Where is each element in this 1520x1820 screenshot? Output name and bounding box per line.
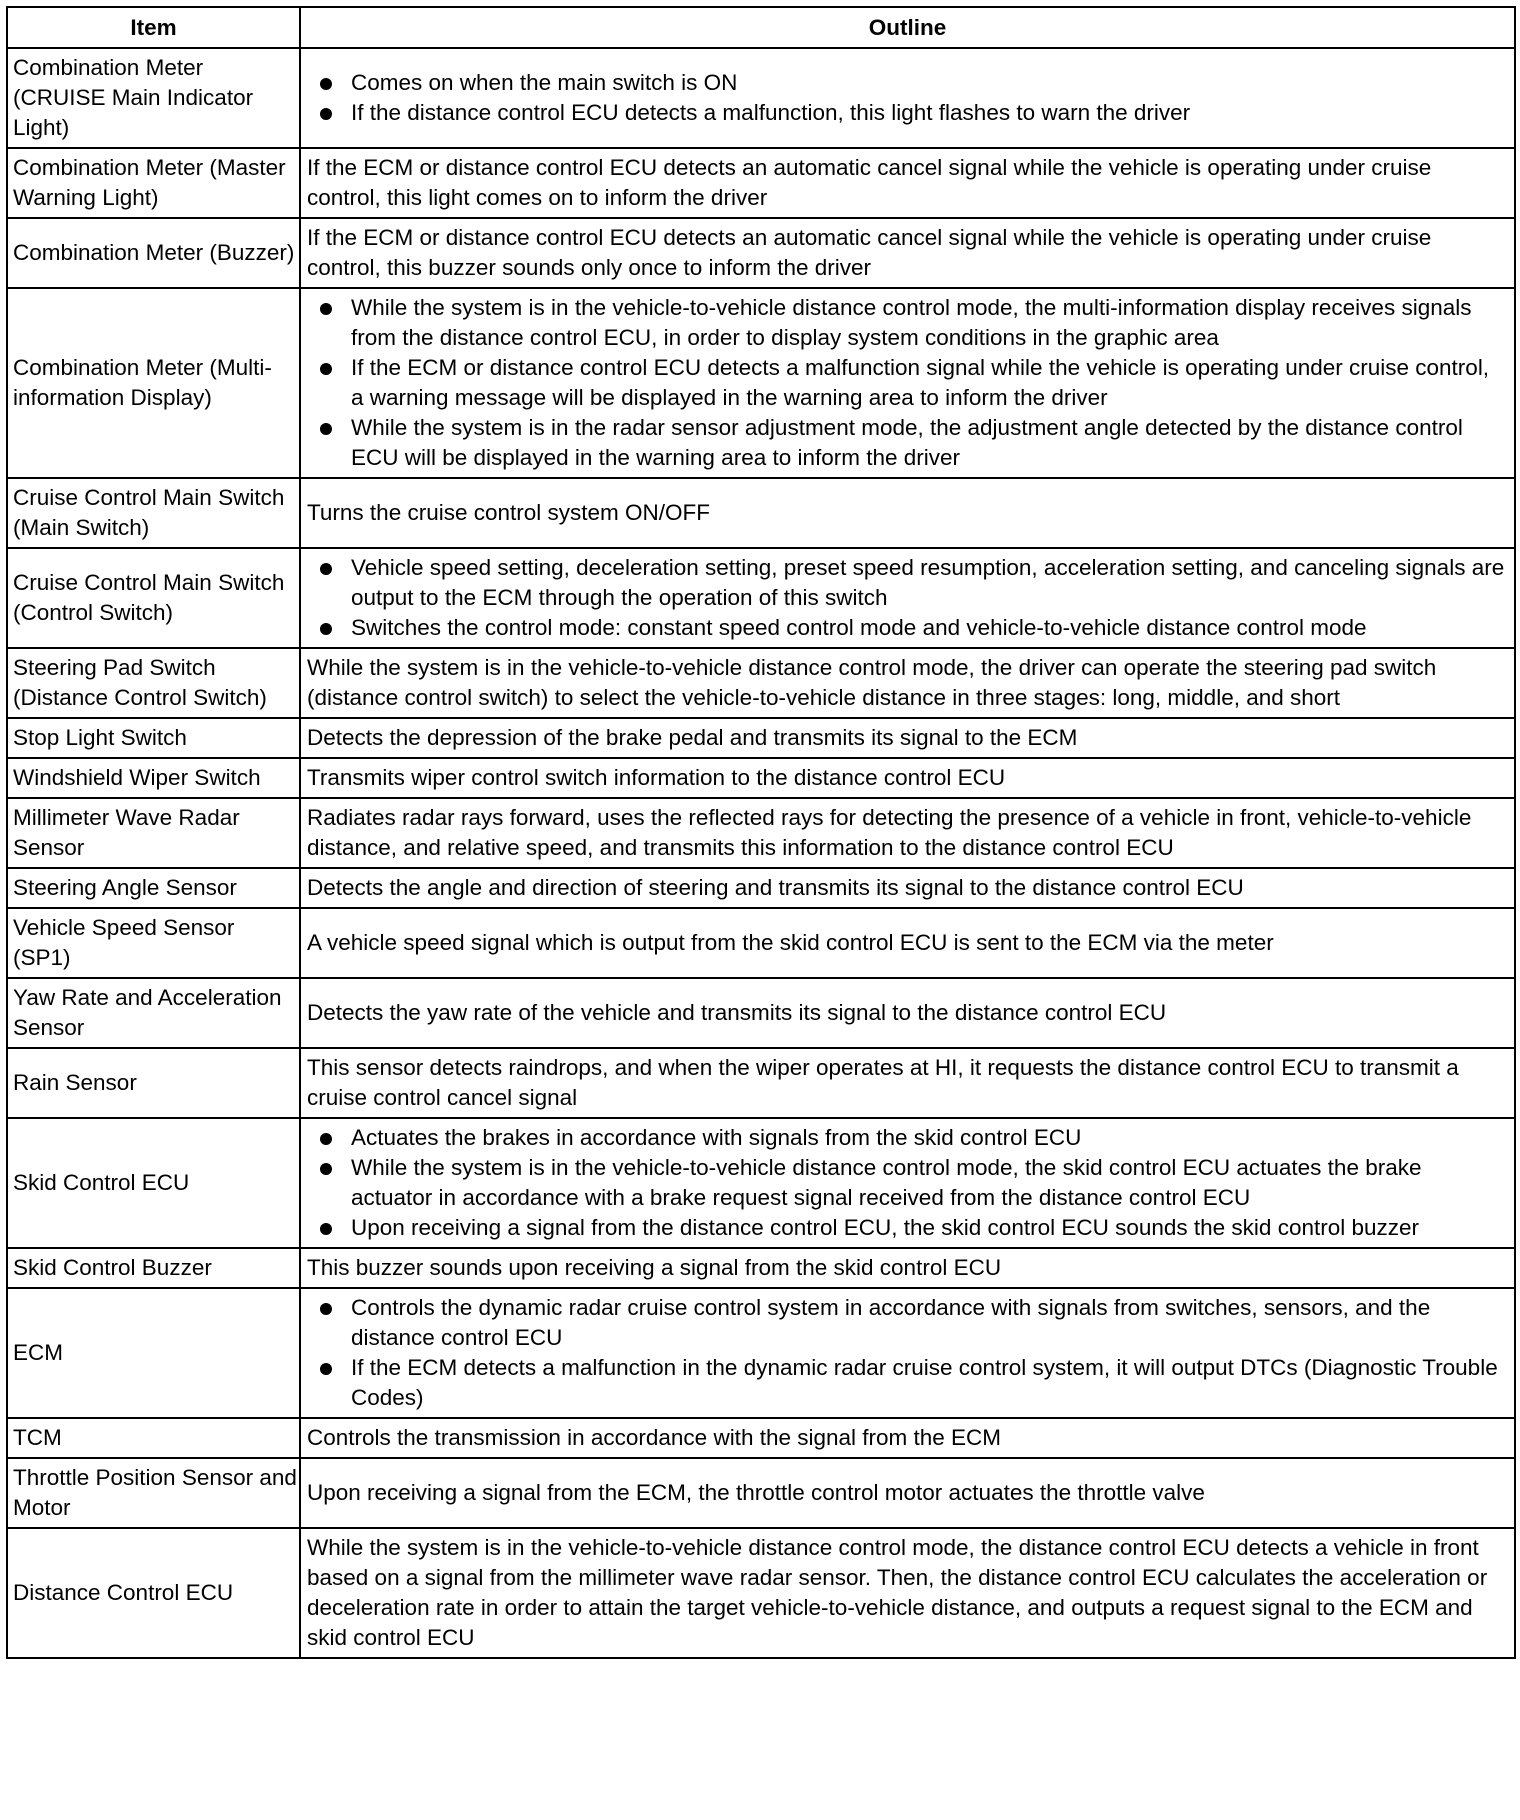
item-cell: Skid Control ECU [7,1118,300,1248]
bullet-dot-icon [320,1133,332,1145]
outline-text: This sensor detects raindrops, and when the wiper operates at HI, it requests the distance control ECU to transmit a cruise control cancel signal [307,1055,1459,1110]
table-row [7,548,1515,648]
bullet-item [351,1293,1506,1353]
item-cell: Yaw Rate and Acceleration Sensor [7,978,300,1048]
header-item: Item [7,7,300,48]
item-cell: Combination Meter (Multi-information Display) [7,288,300,478]
bullet-item [351,98,1506,128]
bullet-dot-icon [320,563,332,575]
item-cell: Rain Sensor [7,1048,300,1118]
table-row [7,868,1515,908]
bullet-text: Switches the control mode: constant speed control mode and vehicle-to-vehicle distance control mode [351,615,1367,640]
table-body [7,48,1515,1658]
header-outline: Outline [300,7,1515,48]
bullet-dot-icon [320,1363,332,1375]
table-row [7,758,1515,798]
bullet-dot-icon [320,363,332,375]
bullet-text: Upon receiving a signal from the distance control ECU, the skid control ECU sounds the skid control buzzer [351,1215,1420,1240]
table-row [7,648,1515,718]
outline-text: Controls the transmission in accordance with the signal from the ECM [307,1425,1002,1450]
bullet-text: Actuates the brakes in accordance with signals from the skid control ECU [351,1125,1082,1150]
bullet-dot-icon [320,623,332,635]
bullet-item [351,68,1506,98]
table-row [7,1288,1515,1418]
outline-cell [300,148,1515,218]
table-row [7,478,1515,548]
outline-cell [300,798,1515,868]
item-cell: Windshield Wiper Switch [7,758,300,798]
table-row [7,1528,1515,1658]
bullet-item [351,1153,1506,1213]
outline-cell [300,1458,1515,1528]
bullet-list [307,1123,1506,1243]
bullet-item [351,553,1506,613]
outline-cell [300,218,1515,288]
bullet-item [351,1353,1506,1413]
bullet-item [351,613,1506,643]
outline-cell [300,908,1515,978]
table-row [7,1118,1515,1248]
table-row [7,1418,1515,1458]
bullet-item [351,353,1506,413]
outline-text: While the system is in the vehicle-to-vehicle distance control mode, the driver can operate the steering pad switch (distance control switch) to select the vehicle-to-vehicle distance in three stages: long, middle, and short [307,655,1437,710]
outline-text: This buzzer sounds upon receiving a signal from the skid control ECU [307,1255,1002,1280]
table-row [7,288,1515,478]
table-row [7,908,1515,978]
outline-cell [300,1048,1515,1118]
outline-text: Detects the yaw rate of the vehicle and transmits its signal to the distance control ECU [307,1000,1167,1025]
bullet-dot-icon [320,1303,332,1315]
outline-cell [300,1418,1515,1458]
outline-cell [300,1248,1515,1288]
bullet-item [351,1213,1506,1243]
item-cell: Stop Light Switch [7,718,300,758]
outline-cell [300,548,1515,648]
item-cell: Cruise Control Main Switch (Control Switch) [7,548,300,648]
outline-text: Transmits wiper control switch information to the distance control ECU [307,765,1006,790]
bullet-text: Vehicle speed setting, deceleration setting, preset speed resumption, acceleration setting, and canceling signals are output to the ECM through the operation of this switch [351,555,1505,610]
bullet-dot-icon [320,423,332,435]
outline-cell [300,868,1515,908]
item-cell: Steering Angle Sensor [7,868,300,908]
outline-text: While the system is in the vehicle-to-vehicle distance control mode, the distance control ECU detects a vehicle in front based on a signal from the millimeter wave radar sensor. Then, the distance control ECU calculates the acceleration or deceleration rate in order to attain the target vehicle-to-vehicle distance, and outputs a request signal to the ECM and skid control ECU [307,1535,1488,1650]
outline-text: Detects the angle and direction of steering and transmits its signal to the distance control ECU [307,875,1244,900]
bullet-dot-icon [320,78,332,90]
outline-cell [300,978,1515,1048]
table-row [7,718,1515,758]
item-cell: Millimeter Wave Radar Sensor [7,798,300,868]
outline-text: Detects the depression of the brake pedal and transmits its signal to the ECM [307,725,1078,750]
outline-text: If the ECM or distance control ECU detects an automatic cancel signal while the vehicle is operating under cruise control, this buzzer sounds only once to inform the driver [307,225,1432,280]
bullet-dot-icon [320,1163,332,1175]
item-cell: Steering Pad Switch (Distance Control Switch) [7,648,300,718]
bullet-list [307,293,1506,473]
outline-cell [300,758,1515,798]
bullet-item [351,293,1506,353]
item-cell: ECM [7,1288,300,1418]
outline-cell [300,1528,1515,1658]
item-cell: Throttle Position Sensor and Motor [7,1458,300,1528]
bullet-text: While the system is in the vehicle-to-vehicle distance control mode, the skid control ECU actuates the brake actuator in accordance with a brake request signal received from the distance control ECU [351,1155,1422,1210]
bullet-item [351,413,1506,473]
component-outline-table [6,6,1516,1659]
outline-cell [300,648,1515,718]
item-cell: Skid Control Buzzer [7,1248,300,1288]
outline-text: Turns the cruise control system ON/OFF [307,500,711,525]
bullet-text: Comes on when the main switch is ON [351,70,738,95]
table-row [7,48,1515,148]
outline-cell [300,1118,1515,1248]
table-row [7,148,1515,218]
item-cell: Combination Meter (Master Warning Light) [7,148,300,218]
item-cell: Combination Meter (CRUISE Main Indicator Light) [7,48,300,148]
bullet-dot-icon [320,1223,332,1235]
item-cell: Distance Control ECU [7,1528,300,1658]
item-cell: Cruise Control Main Switch (Main Switch) [7,478,300,548]
table-header-row [7,7,1515,48]
outline-text: A vehicle speed signal which is output from the skid control ECU is sent to the ECM via the meter [307,930,1274,955]
item-cell: TCM [7,1418,300,1458]
bullet-text: If the ECM or distance control ECU detects a malfunction signal while the vehicle is operating under cruise control, a warning message will be displayed in the warning area to inform the driver [351,355,1490,410]
outline-cell [300,1288,1515,1418]
bullet-list [307,1293,1506,1413]
table-row [7,1048,1515,1118]
outline-cell [300,478,1515,548]
outline-cell [300,718,1515,758]
bullet-text: If the distance control ECU detects a malfunction, this light flashes to warn the driver [351,100,1191,125]
bullet-text: If the ECM detects a malfunction in the dynamic radar cruise control system, it will output DTCs (Diagnostic Trouble Codes) [351,1355,1498,1410]
outline-cell [300,48,1515,148]
table-row [7,1458,1515,1528]
bullet-text: While the system is in the radar sensor adjustment mode, the adjustment angle detected by the distance control ECU will be displayed in the warning area to inform the driver [351,415,1463,470]
table-row [7,978,1515,1048]
bullet-list [307,68,1506,128]
bullet-text: While the system is in the vehicle-to-vehicle distance control mode, the multi-information display receives signals from the distance control ECU, in order to display system conditions in the graphic area [351,295,1472,350]
outline-text: Radiates radar rays forward, uses the reflected rays for detecting the presence of a vehicle in front, vehicle-to-vehicle distance, and relative speed, and transmits this information to the distance control ECU [307,805,1472,860]
document-page [6,6,1514,1659]
bullet-text: Controls the dynamic radar cruise control system in accordance with signals from switches, sensors, and the distance control ECU [351,1295,1431,1350]
item-cell: Combination Meter (Buzzer) [7,218,300,288]
item-cell: Vehicle Speed Sensor (SP1) [7,908,300,978]
bullet-list [307,553,1506,643]
bullet-item [351,1123,1506,1153]
table-row [7,218,1515,288]
table-row [7,798,1515,868]
outline-cell [300,288,1515,478]
outline-text: Upon receiving a signal from the ECM, the throttle control motor actuates the throttle valve [307,1480,1205,1505]
outline-text: If the ECM or distance control ECU detects an automatic cancel signal while the vehicle is operating under cruise control, this light comes on to inform the driver [307,155,1432,210]
table-row [7,1248,1515,1288]
bullet-dot-icon [320,303,332,315]
bullet-dot-icon [320,108,332,120]
